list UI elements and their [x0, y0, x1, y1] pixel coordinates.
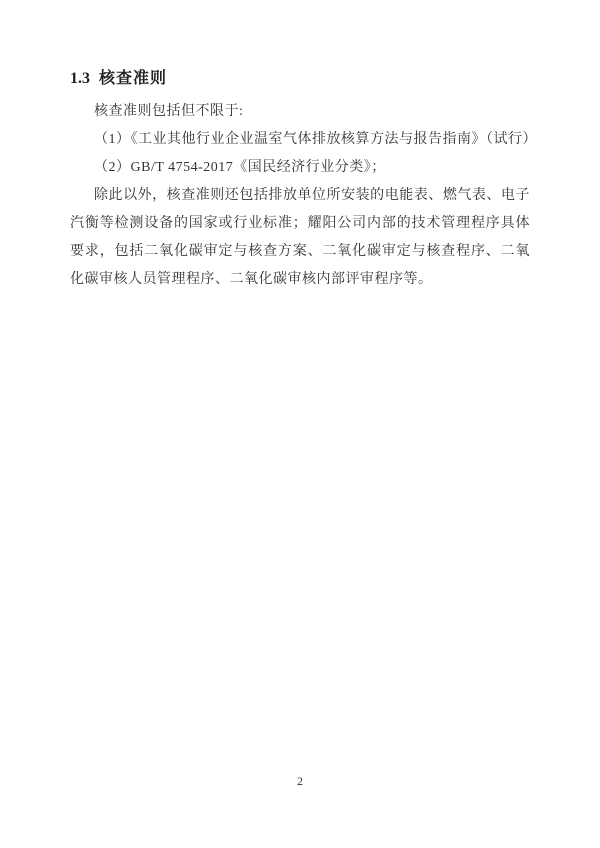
section-heading	[70, 68, 530, 90]
paragraph-item-2: （2）GB/T 4754-2017《国民经济行业分类》；	[94, 160, 386, 175]
paragraph-item-1: （1）《工业其他行业企业温室气体排放核算方法与报告指南》（试行）	[94, 132, 537, 147]
section-number: 1.3	[70, 70, 90, 87]
page-content	[70, 68, 537, 294]
page-footer	[0, 772, 600, 790]
page-number: 2	[297, 774, 303, 788]
paragraph-intro: 核查准则包括但不限于:	[94, 104, 244, 119]
section-title: 核查准则	[99, 70, 168, 87]
paragraph-additional: 除此以外，核查准则还包括排放单位所安装的电能表、燃气表、电子汽衡等检测设备的国家或行业标准；耀阳公司内部的技术管理程序具体要求，包括二氧化碳审定与核查方案、二氧化碳审定与核查程序、二氧化碳审核人员管理程序、二氧化碳审核内部评审程序等。	[70, 188, 530, 287]
